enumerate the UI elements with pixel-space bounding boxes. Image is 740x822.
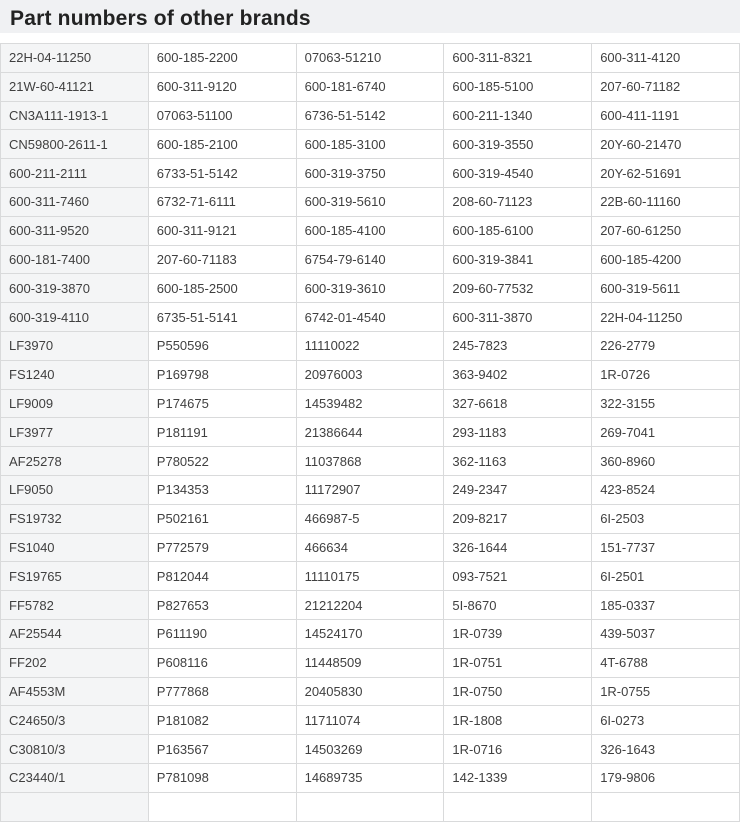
- table-row: [1, 619, 740, 648]
- part-number-cell: 6735-51-5141: [148, 303, 296, 332]
- table-row: [1, 677, 740, 706]
- part-number-cell: 4T-6788: [592, 648, 740, 677]
- part-number-cell: 600-319-3841: [444, 245, 592, 274]
- table-row: [1, 274, 740, 303]
- part-number-cell: 11448509: [296, 648, 444, 677]
- part-number-cell: 600-311-8321: [444, 44, 592, 73]
- part-number-cell: 5I-8670: [444, 591, 592, 620]
- part-number-cell-primary: AF4553M: [1, 677, 149, 706]
- part-number-cell: P181191: [148, 418, 296, 447]
- parts-table: [0, 43, 740, 822]
- part-number-cell-primary: FF202: [1, 648, 149, 677]
- part-number-cell: 326-1644: [444, 533, 592, 562]
- part-number-cell-primary: 600-311-7460: [1, 187, 149, 216]
- part-number-cell: 600-311-9121: [148, 216, 296, 245]
- part-number-cell: 14539482: [296, 389, 444, 418]
- part-number-cell: 326-1643: [592, 735, 740, 764]
- part-number-cell: 226-2779: [592, 331, 740, 360]
- part-number-cell: P812044: [148, 562, 296, 591]
- part-number-cell-primary: C23440/1: [1, 763, 149, 792]
- part-number-cell-primary: 600-319-4110: [1, 303, 149, 332]
- part-number-cell: P550596: [148, 331, 296, 360]
- part-number-cell: 600-319-3550: [444, 130, 592, 159]
- table-row: [1, 562, 740, 591]
- part-number-cell: 269-7041: [592, 418, 740, 447]
- page-header: [0, 0, 740, 33]
- part-number-cell: 20976003: [296, 360, 444, 389]
- part-number-cell-primary: FS1040: [1, 533, 149, 562]
- part-number-cell: 600-311-4120: [592, 44, 740, 73]
- table-row: [1, 763, 740, 792]
- table-row: [1, 389, 740, 418]
- part-number-cell: [592, 792, 740, 821]
- part-number-cell: 22B-60-11160: [592, 187, 740, 216]
- part-number-cell: 11037868: [296, 447, 444, 476]
- table-row: [1, 504, 740, 533]
- part-number-cell: P134353: [148, 475, 296, 504]
- part-number-cell: 423-8524: [592, 475, 740, 504]
- part-number-cell: 360-8960: [592, 447, 740, 476]
- part-number-cell: 600-181-6740: [296, 72, 444, 101]
- part-number-cell: P608116: [148, 648, 296, 677]
- part-number-cell: 600-185-5100: [444, 72, 592, 101]
- part-number-cell-primary: CN3A111-1913-1: [1, 101, 149, 130]
- part-number-cell-primary: LF3977: [1, 418, 149, 447]
- table-row: [1, 735, 740, 764]
- part-number-cell: 439-5037: [592, 619, 740, 648]
- part-number-cell: 600-311-9120: [148, 72, 296, 101]
- part-number-cell: 245-7823: [444, 331, 592, 360]
- part-number-cell: 14689735: [296, 763, 444, 792]
- part-number-cell-primary: FS1240: [1, 360, 149, 389]
- part-number-cell-primary: CN59800-2611-1: [1, 130, 149, 159]
- table-row: [1, 533, 740, 562]
- part-number-cell: P163567: [148, 735, 296, 764]
- part-number-cell: P781098: [148, 763, 296, 792]
- part-number-cell: 207-60-61250: [592, 216, 740, 245]
- part-number-cell: 6754-79-6140: [296, 245, 444, 274]
- part-number-cell-primary: FS19732: [1, 504, 149, 533]
- part-number-cell-primary: FS19765: [1, 562, 149, 591]
- part-number-cell-primary: AF25278: [1, 447, 149, 476]
- part-number-cell: 151-7737: [592, 533, 740, 562]
- part-number-cell: 20405830: [296, 677, 444, 706]
- table-row: [1, 792, 740, 821]
- part-number-cell-primary: 600-181-7400: [1, 245, 149, 274]
- part-number-cell: 185-0337: [592, 591, 740, 620]
- part-number-cell: 6733-51-5142: [148, 159, 296, 188]
- part-number-cell: 142-1339: [444, 763, 592, 792]
- part-number-cell: 21386644: [296, 418, 444, 447]
- part-number-cell: P780522: [148, 447, 296, 476]
- table-row: [1, 331, 740, 360]
- parts-table-body: [1, 44, 740, 822]
- table-row: [1, 130, 740, 159]
- part-number-cell: [296, 792, 444, 821]
- table-row: [1, 245, 740, 274]
- table-row: [1, 418, 740, 447]
- part-number-cell: 20Y-60-21470: [592, 130, 740, 159]
- table-row: [1, 360, 740, 389]
- part-number-cell: 1R-0739: [444, 619, 592, 648]
- part-number-cell: 21212204: [296, 591, 444, 620]
- part-number-cell: 363-9402: [444, 360, 592, 389]
- part-number-cell: 466987-5: [296, 504, 444, 533]
- part-number-cell: [148, 792, 296, 821]
- part-number-cell: 600-185-3100: [296, 130, 444, 159]
- part-number-cell: 11172907: [296, 475, 444, 504]
- part-number-cell: 14503269: [296, 735, 444, 764]
- part-number-cell: 22H-04-11250: [592, 303, 740, 332]
- part-number-cell: P611190: [148, 619, 296, 648]
- part-number-cell: P181082: [148, 706, 296, 735]
- part-number-cell: 293-1183: [444, 418, 592, 447]
- part-number-cell: P772579: [148, 533, 296, 562]
- table-row: [1, 216, 740, 245]
- part-number-cell: 1R-0751: [444, 648, 592, 677]
- part-number-cell: 600-185-4200: [592, 245, 740, 274]
- part-number-cell: 1R-0716: [444, 735, 592, 764]
- part-number-cell: 6I-0273: [592, 706, 740, 735]
- part-number-cell: 327-6618: [444, 389, 592, 418]
- table-row: [1, 591, 740, 620]
- part-number-cell-primary: FF5782: [1, 591, 149, 620]
- part-number-cell: 11711074: [296, 706, 444, 735]
- part-number-cell: 600-319-3610: [296, 274, 444, 303]
- part-number-cell: 600-319-5610: [296, 187, 444, 216]
- part-number-cell: 600-319-3750: [296, 159, 444, 188]
- part-number-cell: 6732-71-6111: [148, 187, 296, 216]
- part-number-cell: 1R-0726: [592, 360, 740, 389]
- part-number-cell: 6I-2503: [592, 504, 740, 533]
- part-number-cell: 600-411-1191: [592, 101, 740, 130]
- part-number-cell: P502161: [148, 504, 296, 533]
- part-number-cell: P777868: [148, 677, 296, 706]
- parts-table-container: [0, 43, 740, 822]
- table-row: [1, 303, 740, 332]
- part-number-cell: 07063-51100: [148, 101, 296, 130]
- part-number-cell: 322-3155: [592, 389, 740, 418]
- part-number-cell-primary: LF9050: [1, 475, 149, 504]
- part-number-cell: 1R-0755: [592, 677, 740, 706]
- part-number-cell: 6736-51-5142: [296, 101, 444, 130]
- part-number-cell-primary: 600-311-9520: [1, 216, 149, 245]
- part-number-cell-primary: 21W-60-41121: [1, 72, 149, 101]
- page-title: Part numbers of other brands: [10, 6, 311, 30]
- part-number-cell: 179-9806: [592, 763, 740, 792]
- part-number-cell: P169798: [148, 360, 296, 389]
- part-number-cell: 600-185-4100: [296, 216, 444, 245]
- part-number-cell: 600-185-2500: [148, 274, 296, 303]
- part-number-cell: 600-185-2100: [148, 130, 296, 159]
- table-row: [1, 447, 740, 476]
- part-number-cell-primary: 600-211-2111: [1, 159, 149, 188]
- table-row: [1, 648, 740, 677]
- part-number-cell-primary: C30810/3: [1, 735, 149, 764]
- part-number-cell-primary: 600-319-3870: [1, 274, 149, 303]
- part-number-cell: 6I-2501: [592, 562, 740, 591]
- part-number-cell: 11110022: [296, 331, 444, 360]
- part-number-cell: 207-60-71182: [592, 72, 740, 101]
- part-number-cell: 207-60-71183: [148, 245, 296, 274]
- part-number-cell: 466634: [296, 533, 444, 562]
- table-row: [1, 101, 740, 130]
- table-row: [1, 72, 740, 101]
- part-number-cell-primary: LF3970: [1, 331, 149, 360]
- part-number-cell-primary: C24650/3: [1, 706, 149, 735]
- part-number-cell: 208-60-71123: [444, 187, 592, 216]
- part-number-cell: 14524170: [296, 619, 444, 648]
- part-number-cell-primary: [1, 792, 149, 821]
- part-number-cell: 249-2347: [444, 475, 592, 504]
- table-row: [1, 159, 740, 188]
- part-number-cell: 600-185-6100: [444, 216, 592, 245]
- part-number-cell-primary: 22H-04-11250: [1, 44, 149, 73]
- part-number-cell: 20Y-62-51691: [592, 159, 740, 188]
- table-row: [1, 475, 740, 504]
- part-number-cell: 209-8217: [444, 504, 592, 533]
- part-number-cell: 1R-0750: [444, 677, 592, 706]
- part-number-cell: P174675: [148, 389, 296, 418]
- part-number-cell: 600-319-5611: [592, 274, 740, 303]
- part-number-cell-primary: AF25544: [1, 619, 149, 648]
- part-number-cell: 362-1163: [444, 447, 592, 476]
- part-number-cell: 1R-1808: [444, 706, 592, 735]
- part-number-cell: 600-319-4540: [444, 159, 592, 188]
- table-row: [1, 187, 740, 216]
- part-number-cell: 07063-51210: [296, 44, 444, 73]
- part-number-cell-primary: LF9009: [1, 389, 149, 418]
- part-number-cell: [444, 792, 592, 821]
- table-row: [1, 706, 740, 735]
- part-number-cell: 6742-01-4540: [296, 303, 444, 332]
- part-number-cell: 093-7521: [444, 562, 592, 591]
- table-row: [1, 44, 740, 73]
- part-number-cell: P827653: [148, 591, 296, 620]
- part-number-cell: 209-60-77532: [444, 274, 592, 303]
- part-number-cell: 11110175: [296, 562, 444, 591]
- part-number-cell: 600-211-1340: [444, 101, 592, 130]
- part-number-cell: 600-185-2200: [148, 44, 296, 73]
- part-number-cell: 600-311-3870: [444, 303, 592, 332]
